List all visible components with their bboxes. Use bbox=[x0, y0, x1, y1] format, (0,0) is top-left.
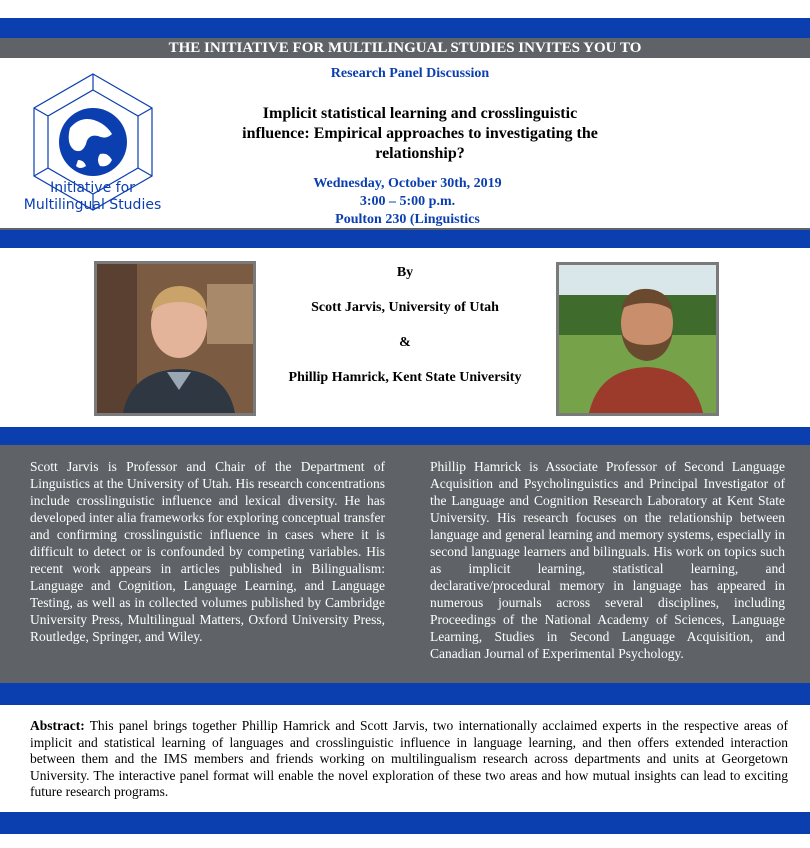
logo-line-2: Multilingual Studies bbox=[23, 197, 162, 213]
logo-line-1: Initiative for bbox=[50, 180, 135, 196]
talk-title bbox=[225, 104, 615, 164]
person-portrait-icon bbox=[559, 265, 716, 413]
bio-bottom-blue-band bbox=[0, 683, 810, 705]
ampersand: & bbox=[399, 335, 411, 350]
talk-title-line-1: Implicit statistical learning and crosslinguistic bbox=[262, 105, 578, 122]
top-blue-band bbox=[0, 18, 810, 38]
invite-banner bbox=[0, 38, 810, 58]
abstract-text: This panel brings together Phillip Hamrick and Scott Jarvis, two internationally acclaimed experts in the respective areas of implicit and statistical learning of languages and crosslinguistic influence in language learning, and then offers extended interaction between them and the IMS members and friends working on multilingualism research across departments and units at Georgetown University. The interactive panel format will enable the novel exploration of these two areas and how mutual insights can lead to exciting future research programs. bbox=[30, 718, 788, 799]
speaker-photo-hamrick bbox=[556, 262, 719, 416]
bottom-blue-band bbox=[0, 812, 810, 834]
talk-title-line-2: influence: Empirical approaches to investigating the bbox=[242, 125, 598, 142]
by-label: By bbox=[396, 265, 414, 280]
invite-text: THE INITIATIVE FOR MULTILINGUAL STUDIES INVITES YOU TO bbox=[168, 40, 642, 56]
event-type: Research Panel Discussion bbox=[330, 66, 490, 81]
logo-wordmark bbox=[10, 180, 175, 214]
speaker-name-jarvis: Scott Jarvis, University of Utah bbox=[311, 300, 499, 315]
event-time: 3:00 – 5:00 p.m. bbox=[359, 194, 456, 209]
talk-title-line-3: relationship? bbox=[375, 145, 465, 162]
speaker-name-hamrick: Phillip Hamrick, Kent State University bbox=[288, 370, 522, 385]
event-location: Poulton 230 (Linguistics bbox=[335, 212, 480, 227]
person-portrait-icon bbox=[97, 264, 253, 413]
divider-blue-band bbox=[0, 230, 810, 248]
abstract bbox=[30, 718, 788, 801]
bio-jarvis: Scott Jarvis is Professor and Chair of the Department of Linguistics at the University of Utah. His research concentrations include crosslinguistic influence and lexical diversity. He has developed inter alia frameworks for exploring conceptual transfer and confirming crosslinguistic influence in cases where it is difficult to detect or is confounded by competing variables. His recent work appears in articles published in Bilingualism: Language and Cognition, Language Learning, and Language Testing, as well as in collected volumes published by Cambridge University Press, Multilingual Matters, Oxford University Press, Routledge, Springer, and Wiley. bbox=[30, 459, 385, 644]
speakers-blue-band bbox=[0, 427, 810, 445]
speaker-photo-jarvis bbox=[94, 261, 256, 416]
bio-hamrick: Phillip Hamrick is Associate Professor of Second Language Acquisition and Psycholinguistics and Principal Investigator of the Language and Cognition Research Laboratory at Kent State University. His research focuses on the relationship between language and general learning and memory systems, especially in second language learners and bilinguals. His work on topics such as implicit learning, statistical learning, and declarative/procedural memory in language has appeared in numerous journals across several disciplines, including Proceedings of the National Academy of Sciences, Language Learning, Studies in Second Language Acquisition, and Canadian Journal of Experimental Psychology. bbox=[430, 459, 785, 661]
event-date: Wednesday, October 30th, 2019 bbox=[313, 176, 502, 191]
abstract-label: Abstract: bbox=[30, 718, 85, 733]
